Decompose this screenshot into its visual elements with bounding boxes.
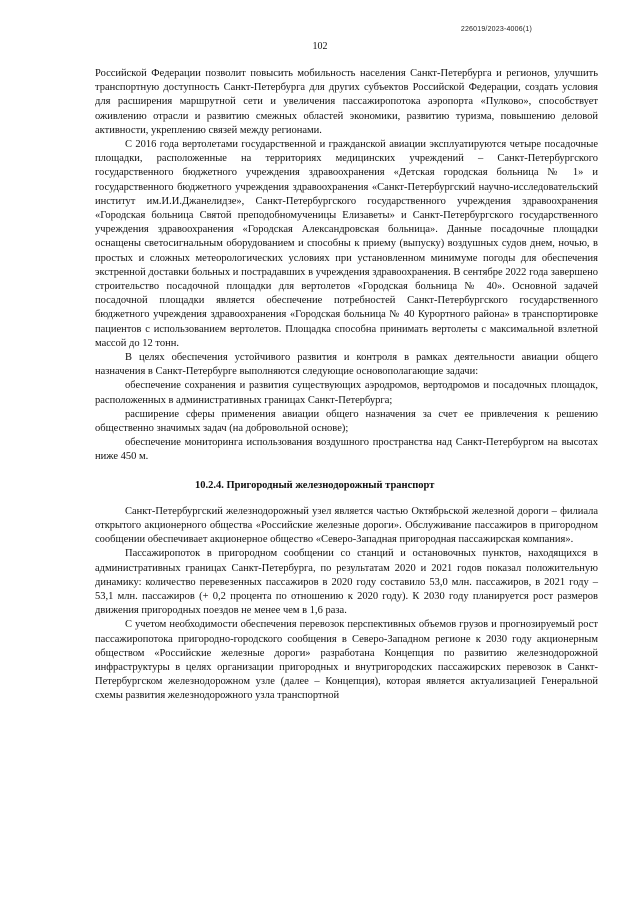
list-item-aerodromes: обеспечение сохранения и развития существующих аэродромов, вертодромов и посадочных площадок, расположенных в административных границах Санкт-Петербурга; [95,380,598,406]
section-heading: 10.2.4. Пригородный железнодорожный транспорт [195,479,435,491]
document-body [95,67,598,704]
paragraph-aviation-tasks: В целях обеспечения устойчивого развития и контроля в рамках деятельности авиации общего назначения в Санкт-Петербурге выполняются следующие основополагающие задачи: [95,352,598,378]
paragraph-concept: С учетом необходимости обеспечения перевозок перспективных объемов грузов и прогнозируемый рост пассажиропотока пригородно-городского сообщения в Северо-Западном регионе к 2030 году акционерным обществом «Российские железные дороги» разработана Концепция по развитию железнодорожной инфраструктуры в целях организации пригородных и внутригородских пассажирских перевозок в Санкт-Петербургском железнодорожном узле (далее – Концепция), которая является актуализацией Генеральной схемы развития железнодорожного узла транспортной [95,619,598,702]
paragraph-passenger-flow: Пассажиропоток в пригородном сообщении со станций и остановочных пунктов, находящихся в административных границах Санкт-Петербурга, по результатам 2020 и 2021 годов показал положительную динамику: количество перевезенных пассажиров в 2020 году составило 53,0 млн. пассажиров, в 2021 году – 53,1 млн. пассажиров (+ 0,2 процента по отношению к 2020 году). К 2030 году планируется рост размеров движения пригородных поездов не менее чем в 1,6 раза. [95,548,598,617]
list-item-airspace-monitoring: обеспечение мониторинга использования воздушного пространства над Санкт-Петербургом на высотах ниже 450 м. [95,437,598,463]
page-number: 102 [312,41,328,52]
document-number: 226019/2023-4006(1) [460,26,532,33]
list-item-aviation-scope: расширение сферы применения авиации общего назначения за счет ее привлечения к решению общественно значимых задач (на добровольной основе); [95,408,598,435]
paragraph-continuation: Российской Федерации позволит повысить мобильность населения Санкт-Петербурга и регионов, улучшить транспортную доступность Санкт-Петербурга для других субъектов Российской Федерации, создать условия для расширения маршрутной сети и увеличения пассажиропотока аэропорта «Пулково», способствует оживлению отрасли и развитию смежных областей экономики, развитию туризма, повышению деловой активности, укреплению связей между регионами. [95,68,598,136]
paragraph-helicopter-pads: С 2016 года вертолетами государственной и гражданской авиации эксплуатируются четыре посадочные площадки, расположенные на территориях медицинских учреждений – Санкт-Петербургского государственного бюджетного учреждения здравоохранения «Детская городская больница № 1» и государственного бюджетного учреждения здравоохранения «Санкт-Петербургский научно-исследовательский институт им.И.И.Джанелидзе», Санкт-Петербургского государственного учреждения здравоохранения «Городская больница Святой преподобномученицы Елизаветы» и Санкт-Петербургского государственного учреждения здравоохранения «Городская Александровская больница». Данные посадочные площадки оснащены светосигнальным оборудованием и способны к приему (выпуску) воздушных судов днем, ночью, в простых и сложных метеорологических условиях при установленном минимуме погоды для обеспечения экстренной доставки больных и пострадавших в учреждения здравоохранения. В сентябре 2022 года завершено строительство посадочной площадки для вертолетов «Городская больница № 40». Основной задачей посадочной площадки является обеспечение потребностей Санкт-Петербургского государственного бюджетного учреждения здравоохранения «Городская больница № 40 Курортного района» в транспортировке пациентов с использованием вертолетов. Площадка способна принимать вертолеты с максимальной взлетной массой до 12 тонн. [95,139,598,349]
paragraph-railway-node: Санкт-Петербургский железнодорожный узел является частью Октябрьской железной дороги – филиала открытого акционерного общества «Российские железные дороги». Обслуживание пассажиров в пригородном сообщении обеспечивает акционерное общество «Северо-Западная пригородная пассажирская компания». [95,505,598,546]
